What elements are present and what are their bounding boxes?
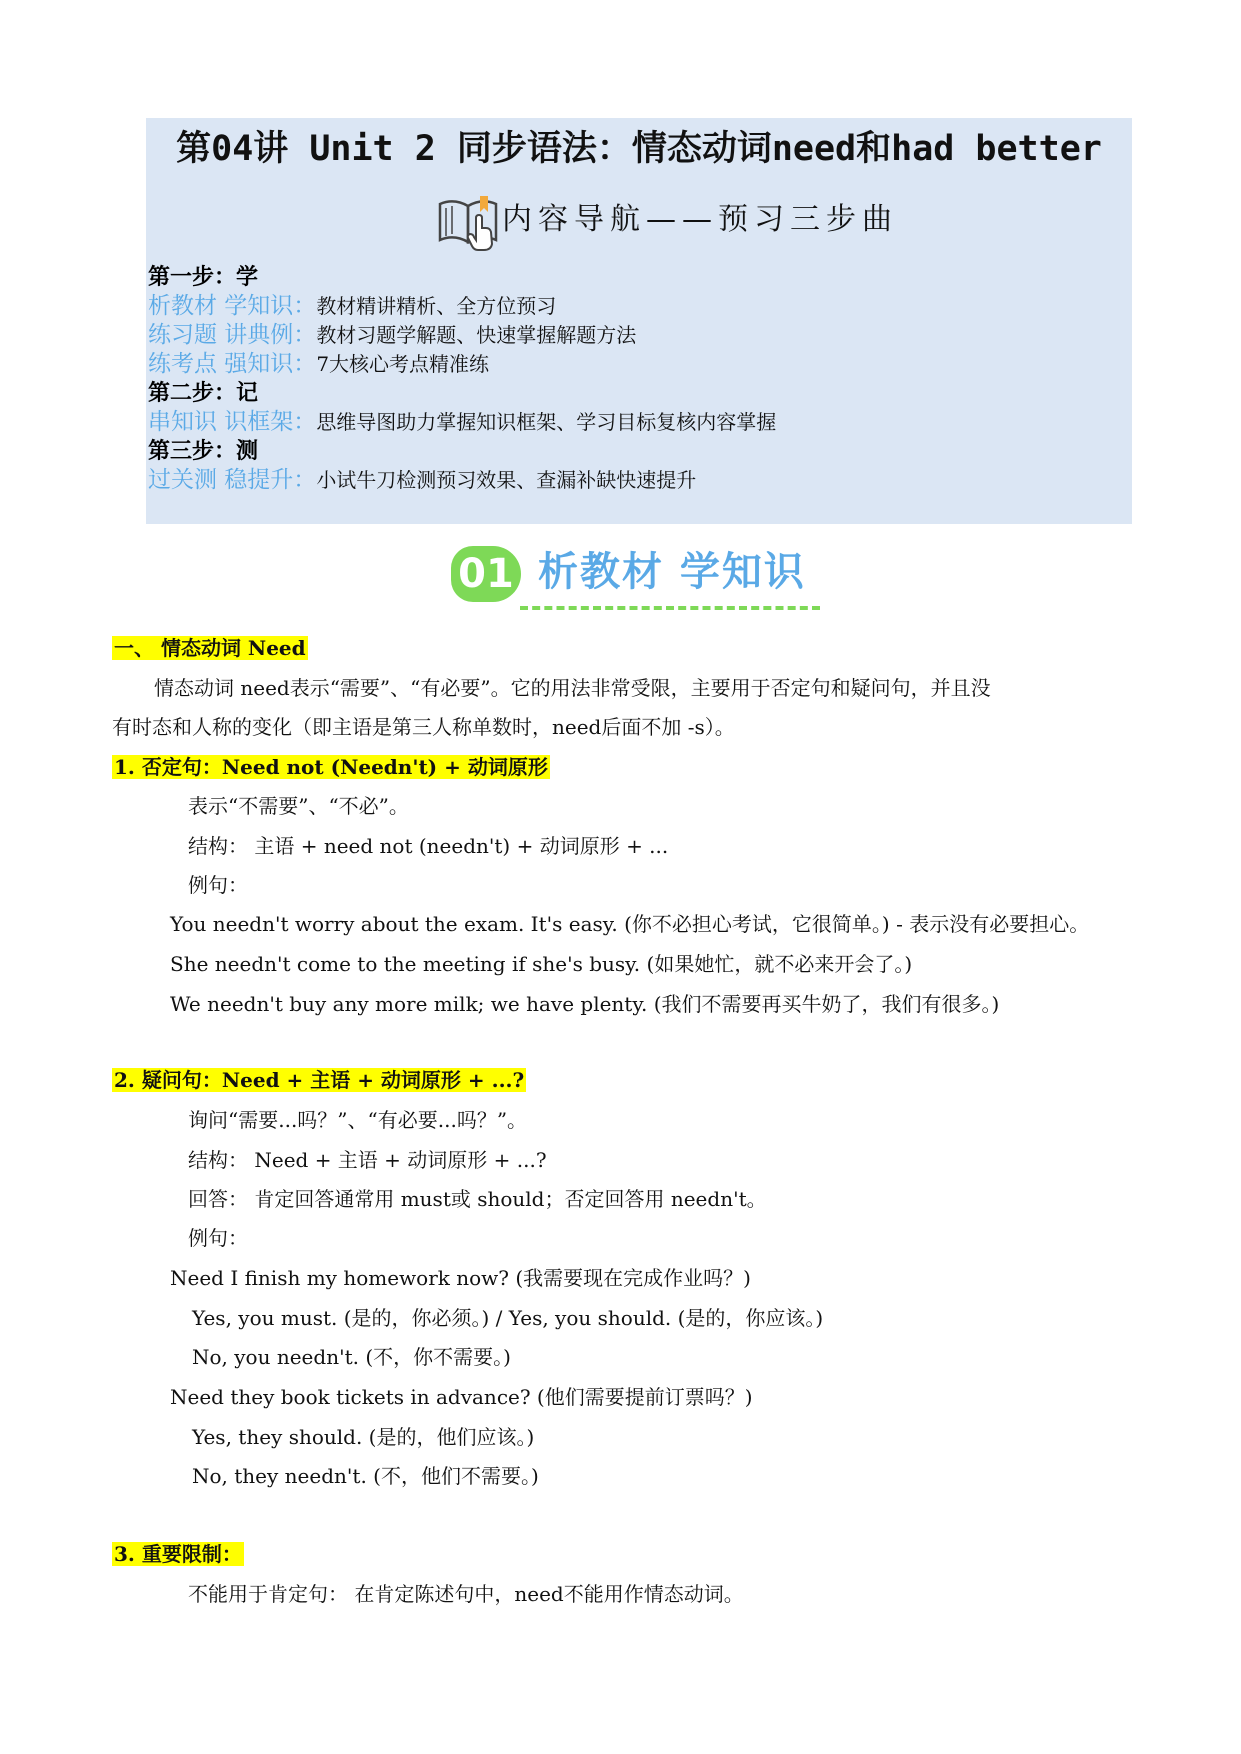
text-line: 回答： 肯定回答通常用 must或 should；否定回答用 needn't。 (188, 1187, 767, 1211)
text-line: 表示“不需要”、“不必”。 (188, 794, 409, 818)
steps-list (148, 263, 776, 495)
subheading-negative: 1. 否定句：Need not (Needn't) + 动词原形 (114, 755, 548, 779)
example-sentence: Need they book tickets in advance? (他们需要提前订票吗？) (170, 1385, 753, 1409)
example-label: 例句： (188, 1226, 248, 1250)
section-number-badge: 01 (451, 546, 521, 602)
text-line: 结构： 主语 + need not (needn't) + 动词原形 + ... (188, 834, 669, 858)
text-line: 询问“需要...吗？”、“有必要...吗？”。 (188, 1108, 528, 1132)
section-banner (446, 538, 826, 616)
step-item: 过关测 稳提升：小试牛刀检测预习效果、查漏补缺快速提升 (148, 467, 697, 493)
example-sentence: She needn't come to the meeting if she's busy. (如果她忙，就不必来开会了。) (170, 952, 913, 976)
step-head: 第一步：学 (148, 264, 259, 290)
paragraph-line: 情态动词 need表示“需要”、“有必要”。它的用法非常受限，主要用于否定句和疑问句，并且没 (154, 676, 991, 700)
text-line: 结构： Need + 主语 + 动词原形 + ...? (188, 1148, 547, 1172)
header-box (146, 118, 1132, 524)
nav-row (436, 186, 898, 256)
example-sentence: You needn't worry about the exam. It's easy. (你不必担心考试，它很简单。) - 表示没有必要担心。 (170, 912, 1090, 936)
step-item: 练考点 强知识：7大核心考点精准练 (148, 351, 490, 377)
example-answer: No, you needn't. (不，你不需要。) (192, 1345, 511, 1369)
step-head: 第二步：记 (148, 380, 259, 406)
banner-dashed-underline (520, 606, 820, 610)
example-answer: Yes, you must. (是的，你必须。) / Yes, you should. (是的，你应该。) (192, 1306, 824, 1330)
section-banner-title: 析教材 学知识 (538, 549, 806, 595)
nav-title: 内容导航——预习三步曲 (502, 202, 898, 237)
example-answer: Yes, they should. (是的，他们应该。) (192, 1425, 535, 1449)
example-sentence: We needn't buy any more milk; we have plenty. (我们不需要再买牛奶了，我们有很多。) (170, 992, 1000, 1016)
paragraph-line: 有时态和人称的变化（即主语是第三人称单数时，need后面不加 -s）。 (112, 715, 735, 739)
section-heading: 一、 情态动词 Need (114, 636, 306, 660)
step-item: 练习题 讲典例：教材习题学解题、快速掌握解题方法 (148, 322, 637, 348)
book-pointer-icon (436, 190, 502, 252)
example-answer: No, they needn't. (不，他们不需要。) (192, 1464, 539, 1488)
subheading-question: 2. 疑问句：Need + 主语 + 动词原形 + ...? (114, 1068, 525, 1092)
example-label: 例句： (188, 873, 248, 897)
step-item: 串知识 识框架：思维导图助力掌握知识框架、学习目标复核内容掌握 (148, 409, 777, 435)
step-head: 第三步：测 (148, 438, 259, 464)
text-line: 不能用于肯定句： 在肯定陈述句中，need不能用作情态动词。 (188, 1582, 744, 1606)
page-title: 第04讲 Unit 2 同步语法：情态动词need和had better (176, 129, 1102, 169)
subheading-limits: 3. 重要限制： (114, 1542, 242, 1566)
example-sentence: Need I finish my homework now? (我需要现在完成作业吗？) (170, 1266, 751, 1290)
step-item: 析教材 学知识：教材精讲精析、全方位预习 (148, 293, 557, 319)
